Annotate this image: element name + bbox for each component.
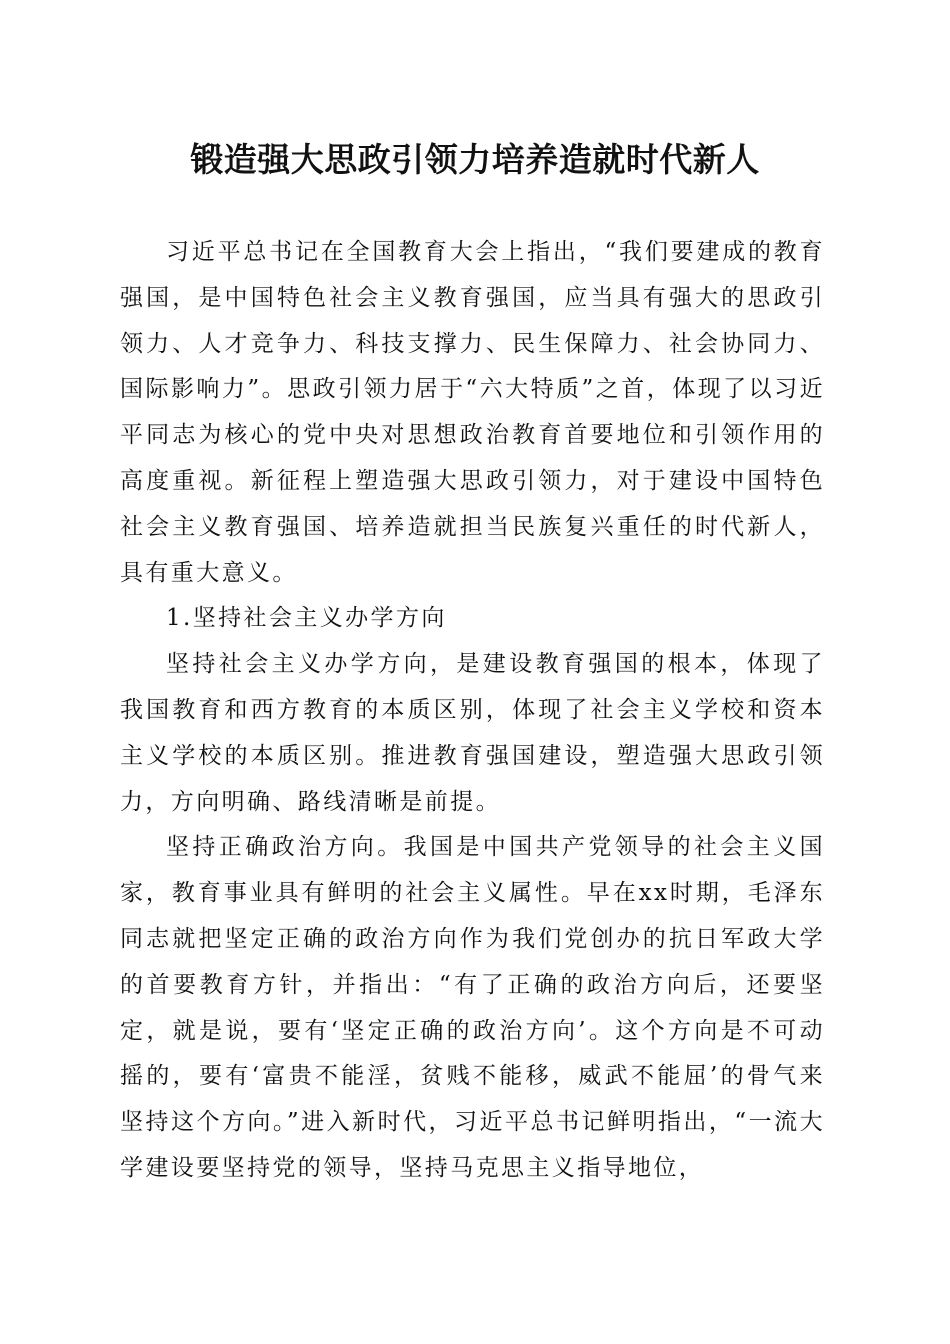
intro-paragraph: 习近平总书记在全国教育大会上指出，“我们要建成的教育强国，是中国特色社会主义教育强国，应当具有强大的思政引领力、人才竞争力、科技支撑力、民生保障力、社会协同力、国际影响力”。思政引领力居于“六大特质”之首，体现了以习近平同志为核心的党中央对思想政治教育首要地位和引领作用的高度重视。新征程上塑造强大思政引领力，对于建设中国特色社会主义教育强国、培养造就担当民族复兴重任的时代新人，具有重大意义。: [120, 239, 825, 586]
document-title: 锻造强大思政引领力培养造就时代新人: [190, 140, 760, 179]
section-heading: 1.坚持社会主义办学方向: [166, 605, 447, 632]
section-paragraph-2: 坚持正确政治方向。我国是中国共产党领导的社会主义国家，教育事业具有鲜明的社会主义属性。早在xx时期，毛泽东同志就把坚定正确的政治方向作为我们党创办的抗日军政大学的首要教育方针，并指出：“有了正确的政治方向后，还要坚定，就是说，要有‘坚定正确的政治方向’。这个方向是不可动摇的，要有‘富贵不能淫，贫贱不能移，威武不能屈’的骨气来坚持这个方向。”进入新时代，习近平总书记鲜明指出，“一流大学建设要坚持党的领导，坚持马克思主义指导地位，: [120, 834, 825, 1181]
section-paragraph-1: 坚持社会主义办学方向，是建设教育强国的根本，体现了我国教育和西方教育的本质区别，体现了社会主义学校和资本主义学校的本质区别。推进教育强国建设，塑造强大思政引领力，方向明确、路线清晰是前提。: [120, 651, 825, 815]
document-body: [120, 230, 825, 1192]
